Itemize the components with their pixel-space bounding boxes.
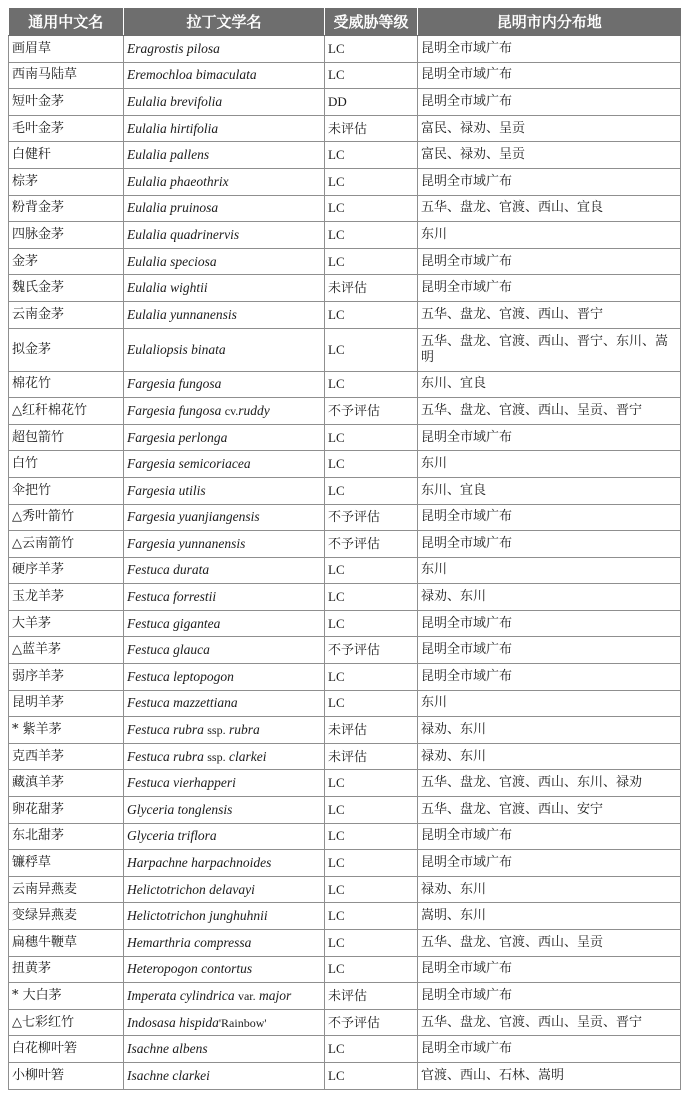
distribution-cell: 五华、盘龙、官渡、西山、呈贡、晋宁 [418,1009,681,1036]
threat-level-cell: LC [325,610,418,637]
table-row [9,664,681,691]
distribution-cell: 东川 [418,222,681,249]
chinese-name-cell: 克西羊茅 [9,743,124,770]
distribution-cell: 昆明全市域广布 [418,637,681,664]
latin-name-part: Glyceria triflora [127,828,217,844]
table-row [9,930,681,957]
latin-name-cell [124,36,325,63]
latin-name-cell [124,557,325,584]
distribution-cell: 五华、盘龙、官渡、西山、呈贡、晋宁 [418,398,681,425]
chinese-name-cell: 魏氏金茅 [9,275,124,302]
threat-level-cell: LC [325,371,418,398]
latin-name-part: Eragrostis pilosa [127,40,220,56]
header-latin-name: 拉丁文学名 [124,8,325,36]
table-row [9,248,681,275]
latin-name-part: Festuca forrestii [127,589,217,605]
chinese-name-cell: 云南异燕麦 [9,876,124,903]
threat-level-cell: LC [325,248,418,275]
distribution-cell: 昆明全市域广布 [418,424,681,451]
latin-name-cell [124,424,325,451]
latin-name-cell [124,983,325,1010]
table-row [9,717,681,744]
chinese-name-cell: 棕茅 [9,168,124,195]
threat-level-cell: LC [325,36,418,63]
latin-name-cell [124,504,325,531]
chinese-name-cell: 粉背金茅 [9,195,124,222]
table-row [9,142,681,169]
distribution-cell: 五华、盘龙、官渡、西山、安宁 [418,797,681,824]
latin-name-part: Helictotrichon junghuhnii [127,908,268,924]
latin-name-part: Eulalia hirtifolia [127,120,219,136]
chinese-name-cell: 小柳叶箬 [9,1062,124,1089]
latin-name-part: Festuca rubra [127,722,208,738]
distribution-cell: 禄劝、东川 [418,584,681,611]
distribution-cell: 富民、禄劝、呈贡 [418,142,681,169]
distribution-cell: 昆明全市域广布 [418,610,681,637]
latin-name-part: Eulalia phaeothrix [127,173,229,189]
latin-name-part: Eulalia quadrinervis [127,226,240,242]
chinese-name-cell: △云南箭竹 [9,531,124,558]
table-header [9,8,681,36]
table-row [9,168,681,195]
threat-level-cell: LC [325,690,418,717]
latin-name-part: Festuca gigantea [127,615,221,631]
distribution-cell: 昆明全市域广布 [418,275,681,302]
distribution-cell: 昆明全市域广布 [418,956,681,983]
table-row [9,275,681,302]
latin-name-cell [124,770,325,797]
latin-name-cell [124,275,325,302]
threat-level-cell: DD [325,89,418,116]
table-row [9,743,681,770]
header-row [9,8,681,36]
threat-level-cell: LC [325,823,418,850]
threat-level-cell: LC [325,195,418,222]
latin-name-cell [124,1036,325,1063]
latin-name-part: Indosasa hispida [127,1014,219,1030]
threat-level-cell: 不予评估 [325,1009,418,1036]
latin-name-part: Eulalia speciosa [127,253,217,269]
latin-name-cell [124,876,325,903]
chinese-name-cell: △红秆棉花竹 [9,398,124,425]
species-table-container [8,8,680,1090]
latin-name-cell [124,168,325,195]
latin-name-part: Fargesia perlonga [127,429,228,445]
latin-name-cell [124,956,325,983]
threat-level-cell: 未评估 [325,983,418,1010]
threat-level-cell: 不予评估 [325,398,418,425]
threat-level-cell: 不予评估 [325,504,418,531]
chinese-name-cell: 藏滇羊茅 [9,770,124,797]
table-row [9,504,681,531]
threat-level-cell: 未评估 [325,743,418,770]
chinese-name-cell: 毛叶金茅 [9,115,124,142]
distribution-cell: 东川、宜良 [418,477,681,504]
latin-name-cell [124,328,325,371]
latin-name-cell [124,717,325,744]
table-row [9,301,681,328]
distribution-cell: 昆明全市域广布 [418,664,681,691]
chinese-name-cell: * 大白茅 [9,983,124,1010]
table-row [9,222,681,249]
chinese-name-cell: 棉花竹 [9,371,124,398]
table-row [9,371,681,398]
latin-name-cell [124,797,325,824]
latin-name-cell [124,142,325,169]
chinese-name-cell: 变绿异燕麦 [9,903,124,930]
table-row [9,584,681,611]
table-row [9,477,681,504]
latin-name-part: Glyceria tonglensis [127,801,233,817]
distribution-cell: 东川 [418,451,681,478]
table-row [9,557,681,584]
latin-name-cell [124,743,325,770]
latin-name-cell [124,248,325,275]
chinese-name-cell: 镰稃草 [9,850,124,877]
distribution-cell: 东川、宜良 [418,371,681,398]
chinese-name-cell: 扁穗牛鞭草 [9,930,124,957]
chinese-name-cell: 云南金茅 [9,301,124,328]
table-row [9,610,681,637]
chinese-name-cell: 超包箭竹 [9,424,124,451]
table-row [9,451,681,478]
threat-level-cell: 未评估 [325,717,418,744]
threat-level-cell: LC [325,1036,418,1063]
chinese-name-cell: 玉龙羊茅 [9,584,124,611]
latin-name-part: Festuca leptopogon [127,668,234,684]
latin-name-part: Isachne albens [127,1041,208,1057]
chinese-name-cell: △蓝羊茅 [9,637,124,664]
latin-rank-part: var. [237,988,256,1003]
table-row [9,424,681,451]
distribution-cell: 昆明全市域广布 [418,850,681,877]
threat-level-cell: LC [325,301,418,328]
table-row [9,1009,681,1036]
latin-name-part: ruddy [238,402,270,418]
table-row [9,637,681,664]
table-row [9,823,681,850]
table-row [9,850,681,877]
chinese-name-cell: 卵花甜茅 [9,797,124,824]
threat-level-cell: LC [325,930,418,957]
latin-name-part: Festuca durata [127,562,210,578]
latin-name-part: Fargesia semicoriacea [127,456,251,472]
latin-name-cell [124,115,325,142]
threat-level-cell: LC [325,903,418,930]
threat-level-cell: LC [325,850,418,877]
latin-name-cell [124,477,325,504]
threat-level-cell: 未评估 [325,115,418,142]
distribution-cell: 禄劝、东川 [418,876,681,903]
latin-name-part: Fargesia utilis [127,482,206,498]
latin-name-part: major [255,987,292,1003]
threat-level-cell: LC [325,797,418,824]
latin-name-part: Fargesia yuanjiangensis [127,509,260,525]
distribution-cell: 富民、禄劝、呈贡 [418,115,681,142]
threat-level-cell: 未评估 [325,275,418,302]
latin-name-part: Festuca mazzettiana [127,695,238,711]
latin-name-cell [124,195,325,222]
threat-level-cell: LC [325,142,418,169]
header-distribution: 昆明市内分布地 [418,8,681,36]
latin-name-cell [124,610,325,637]
chinese-name-cell: 白花柳叶箬 [9,1036,124,1063]
latin-name-cell [124,930,325,957]
latin-name-cell [124,371,325,398]
table-row [9,62,681,89]
latin-name-part: Eulalia pruinosa [127,200,219,216]
threat-level-cell: LC [325,876,418,903]
distribution-cell: 五华、盘龙、官渡、西山、晋宁 [418,301,681,328]
distribution-cell: 昆明全市域广布 [418,1036,681,1063]
distribution-cell: 五华、盘龙、官渡、西山、宜良 [418,195,681,222]
distribution-cell: 昆明全市域广布 [418,823,681,850]
table-row [9,89,681,116]
threat-level-cell: LC [325,770,418,797]
table-row [9,1036,681,1063]
latin-name-cell [124,850,325,877]
latin-name-cell [124,1062,325,1089]
distribution-cell: 五华、盘龙、官渡、西山、东川、禄劝 [418,770,681,797]
latin-rank-part: ssp. [207,749,226,764]
chinese-name-cell: 大羊茅 [9,610,124,637]
latin-name-cell [124,451,325,478]
latin-name-part: Fargesia yunnanensis [127,535,246,551]
latin-name-part: Eremochloa bimaculata [127,67,257,83]
table-row [9,328,681,371]
latin-name-part: Eulalia brevifolia [127,93,223,109]
latin-name-cell [124,690,325,717]
latin-name-cell [124,89,325,116]
latin-name-cell [124,531,325,558]
latin-rank-part: cv. [224,403,239,418]
chinese-name-cell: 四脉金茅 [9,222,124,249]
table-row [9,903,681,930]
table-body [9,36,681,1090]
latin-rank-part: 'Rainbow' [218,1015,267,1030]
latin-name-part: rubra [225,722,260,738]
chinese-name-cell: 扭黄茅 [9,956,124,983]
table-row [9,797,681,824]
table-row [9,195,681,222]
chinese-name-cell: * 紫羊茅 [9,717,124,744]
latin-name-part: Fargesia fungosa [127,402,225,418]
latin-name-cell [124,1009,325,1036]
threat-level-cell: LC [325,477,418,504]
chinese-name-cell: 画眉草 [9,36,124,63]
threat-level-cell: LC [325,62,418,89]
threat-level-cell: 不予评估 [325,637,418,664]
threat-level-cell: LC [325,1062,418,1089]
table-row [9,770,681,797]
latin-name-cell [124,637,325,664]
latin-name-part: Fargesia fungosa [127,376,222,392]
threat-level-cell: LC [325,168,418,195]
chinese-name-cell: 白竹 [9,451,124,478]
latin-name-part: clarkei [225,748,267,764]
latin-name-part: Eulalia pallens [127,147,210,163]
latin-name-cell [124,903,325,930]
threat-level-cell: LC [325,956,418,983]
chinese-name-cell: △秀叶箭竹 [9,504,124,531]
table-row [9,876,681,903]
latin-name-part: Eulalia wightii [127,280,208,296]
distribution-cell: 昆明全市域广布 [418,983,681,1010]
distribution-cell: 昆明全市域广布 [418,531,681,558]
table-row [9,115,681,142]
latin-name-cell [124,823,325,850]
distribution-cell: 东川 [418,690,681,717]
distribution-cell: 嵩明、东川 [418,903,681,930]
latin-name-cell [124,301,325,328]
distribution-cell: 昆明全市域广布 [418,62,681,89]
threat-level-cell: LC [325,664,418,691]
distribution-cell: 五华、盘龙、官渡、西山、呈贡 [418,930,681,957]
chinese-name-cell: 西南马陆草 [9,62,124,89]
distribution-cell: 官渡、西山、石林、嵩明 [418,1062,681,1089]
chinese-name-cell: 昆明羊茅 [9,690,124,717]
latin-name-part: Festuca rubra [127,748,208,764]
threat-level-cell: LC [325,424,418,451]
header-chinese-name: 通用中文名 [9,8,124,36]
distribution-cell: 昆明全市域广布 [418,248,681,275]
latin-name-cell [124,584,325,611]
table-row [9,956,681,983]
latin-rank-part: ssp. [207,723,226,738]
distribution-cell: 五华、盘龙、官渡、西山、晋宁、东川、嵩明 [418,328,681,371]
chinese-name-cell: △七彩红竹 [9,1009,124,1036]
table-row [9,983,681,1010]
latin-name-cell [124,62,325,89]
species-table [8,8,681,1090]
latin-name-part: Helictotrichon delavayi [127,881,255,897]
chinese-name-cell: 短叶金茅 [9,89,124,116]
distribution-cell: 昆明全市域广布 [418,168,681,195]
header-threat-level: 受威胁等级 [325,8,418,36]
distribution-cell: 昆明全市域广布 [418,89,681,116]
distribution-cell: 东川 [418,557,681,584]
latin-name-cell [124,398,325,425]
distribution-cell: 禄劝、东川 [418,717,681,744]
latin-name-cell [124,664,325,691]
table-row [9,398,681,425]
distribution-cell: 昆明全市域广布 [418,36,681,63]
latin-name-part: Hemarthria compressa [127,934,252,950]
threat-level-cell: 不予评估 [325,531,418,558]
latin-name-part: Festuca vierhapperi [127,775,236,791]
table-row [9,531,681,558]
chinese-name-cell: 弱序羊茅 [9,664,124,691]
chinese-name-cell: 拟金茅 [9,328,124,371]
threat-level-cell: LC [325,584,418,611]
threat-level-cell: LC [325,328,418,371]
distribution-cell: 昆明全市域广布 [418,504,681,531]
latin-name-part: Heteropogon contortus [127,961,253,977]
latin-name-part: Harpachne harpachnoides [127,855,272,871]
chinese-name-cell: 硬序羊茅 [9,557,124,584]
chinese-name-cell: 东北甜茅 [9,823,124,850]
latin-name-part: Isachne clarkei [127,1067,210,1083]
table-row [9,36,681,63]
distribution-cell: 禄劝、东川 [418,743,681,770]
threat-level-cell: LC [325,451,418,478]
chinese-name-cell: 金茅 [9,248,124,275]
table-row [9,1062,681,1089]
threat-level-cell: LC [325,557,418,584]
table-row [9,690,681,717]
chinese-name-cell: 伞把竹 [9,477,124,504]
threat-level-cell: LC [325,222,418,249]
latin-name-cell [124,222,325,249]
chinese-name-cell: 白健秆 [9,142,124,169]
latin-name-part: Festuca glauca [127,642,210,658]
latin-name-part: Eulalia yunnanensis [127,306,237,322]
latin-name-part: Imperata cylindrica [127,987,238,1003]
latin-name-part: Eulaliopsis binata [127,341,226,357]
